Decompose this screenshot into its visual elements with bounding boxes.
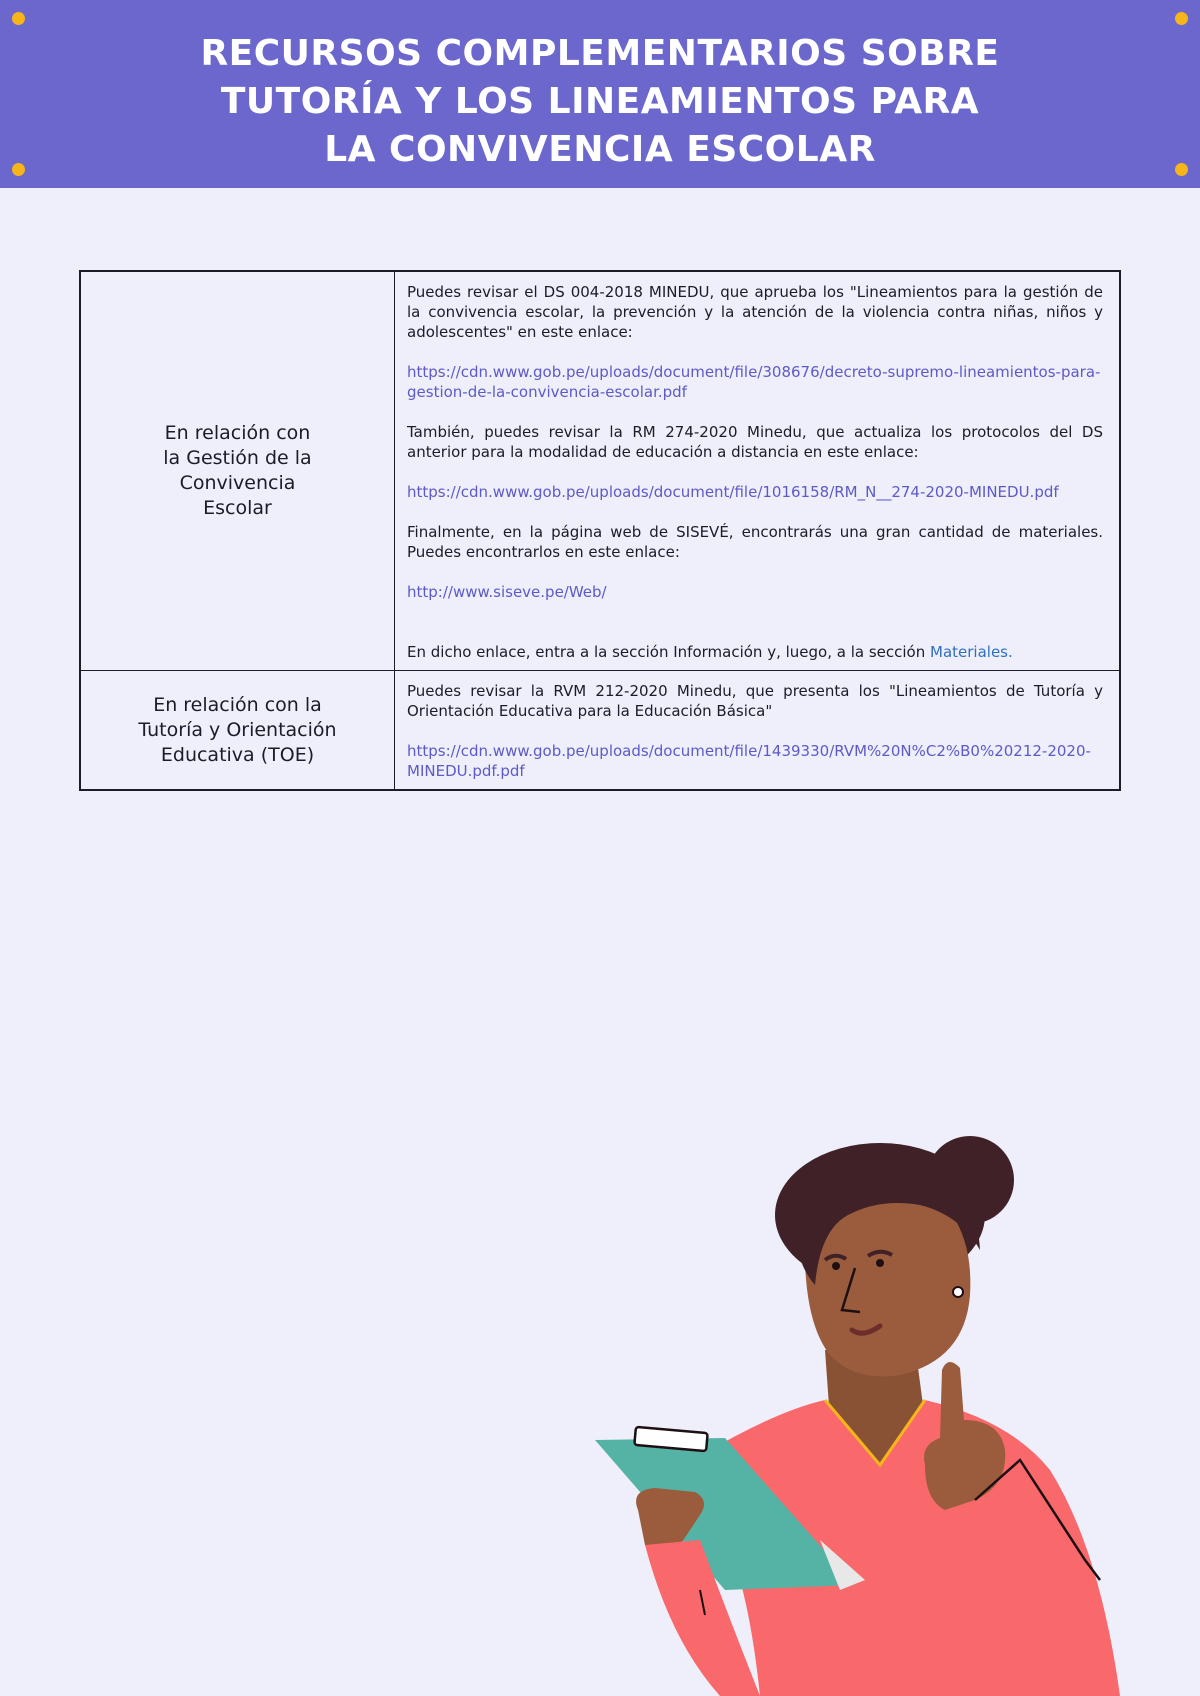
paragraph: Puedes revisar la RVM 212-2020 Minedu, que presenta los "Lineamientos de Tutoría y Orientación Educativa para la Educación Básica" <box>407 682 1103 720</box>
info-cell <box>395 671 1121 791</box>
resource-link[interactable]: https://cdn.www.gob.pe/uploads/document/file/1439330/RVM%20N%C2%B0%20212-2020-MINEDU.pdf.pdf <box>407 742 1091 780</box>
woman-clipboard-illustration <box>580 1120 1200 1696</box>
corner-dot-icon <box>12 12 25 25</box>
resource-link[interactable]: http://www.siseve.pe/Web/ <box>407 583 607 601</box>
paragraph: Finalmente, en la página web de SISEVÉ, encontrarás una gran cantidad de materiales. Puedes encontrarlos en este enlace: <box>407 523 1103 561</box>
category-line: En relación con <box>164 422 311 444</box>
header-banner <box>0 0 1200 188</box>
resources-table <box>79 270 1121 791</box>
earring <box>953 1287 963 1297</box>
category-line: Escolar <box>203 497 272 519</box>
category-line: En relación con la <box>153 693 322 716</box>
title-line: LA CONVIVENCIA ESCOLAR <box>324 129 876 170</box>
paragraph: También, puedes revisar la RM 274-2020 Minedu, que actualiza los protocolos del DS anterior para la modalidad de educación a distancia en este enlace: <box>407 423 1103 461</box>
page-title <box>0 30 1200 174</box>
category-line: Convivencia <box>179 472 296 494</box>
category-cell <box>80 271 395 671</box>
paragraph <box>407 642 1103 662</box>
paragraph-text: En dicho enlace, entra a la sección Información y, luego, a la sección <box>407 643 930 661</box>
table-row <box>80 671 1120 791</box>
title-line: RECURSOS COMPLEMENTARIOS SOBRE <box>200 33 1000 74</box>
table-row <box>80 271 1120 671</box>
corner-dot-icon <box>1175 12 1188 25</box>
resource-link[interactable]: https://cdn.www.gob.pe/uploads/document/file/308676/decreto-supremo-lineamientos-para-gestion-de-la-convivencia-escolar.pdf <box>407 363 1101 401</box>
paragraph: Puedes revisar el DS 004-2018 MINEDU, que aprueba los "Lineamientos para la gestión de la convivencia escolar, la prevención y la atención de la violencia contra niñas, niños y adolescentes" en este enlace: <box>407 283 1103 341</box>
category-line: Educativa (TOE) <box>160 743 315 766</box>
category-line: la Gestión de la <box>163 447 312 469</box>
category-cell <box>80 671 395 791</box>
info-cell <box>395 271 1121 671</box>
title-line: TUTORÍA Y LOS LINEAMIENTOS PARA <box>220 81 980 122</box>
materiales-highlight: Materiales. <box>930 643 1013 661</box>
resource-link[interactable]: https://cdn.www.gob.pe/uploads/document/file/1016158/RM_N__274-2020-MINEDU.pdf <box>407 483 1059 501</box>
category-line: Tutoría y Orientación <box>138 718 337 741</box>
